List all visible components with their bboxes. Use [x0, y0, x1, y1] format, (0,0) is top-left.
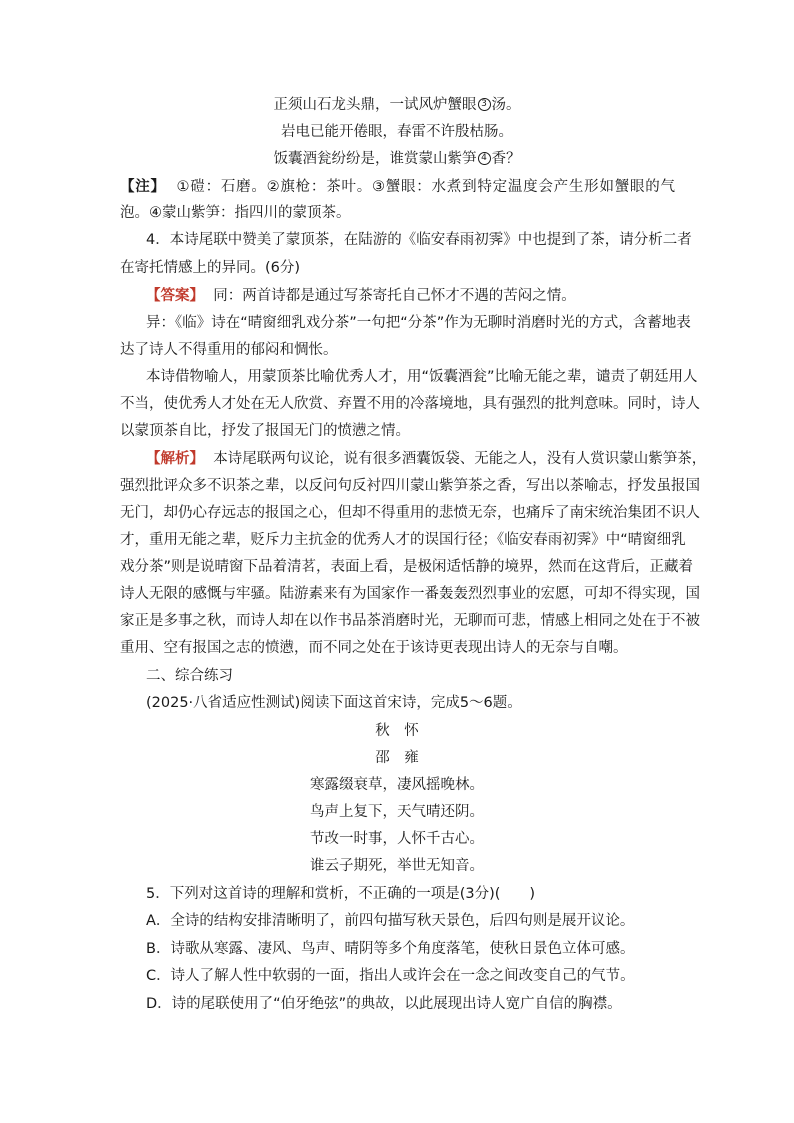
note-label: 【注】	[120, 179, 166, 195]
analysis-label: 【解析】	[146, 451, 204, 467]
answer-paragraph	[146, 367, 698, 387]
note-text: 泡。④蒙山紫笋：指四川的蒙顶茶。	[120, 205, 351, 221]
poem-text: 饭囊酒瓮纷纷是，谁赏蒙山紫笋	[273, 151, 477, 167]
option-text: C．诗人了解人性中软弱的一面，指出人或许会在一念之间改变自己的气节。	[146, 968, 635, 984]
analysis-text: 戏分茶”则是说晴窗下品着清茗，表面上看，是极闲适恬静的境界，然而在这背后，正藏着	[120, 559, 694, 575]
footnote-number: 4	[478, 152, 491, 165]
answer-text: 同：两首诗都是通过写茶寄托自己怀才不遇的苦闷之情。	[213, 288, 576, 304]
poem-line	[0, 802, 794, 822]
option-a[interactable]	[146, 911, 634, 931]
answer-label: 【答案】	[146, 288, 204, 304]
answer-text: 不当，使优秀人才处在无人欣赏、弃置不用的冷落境地，具有强烈的批判意味。同时，诗人	[120, 396, 700, 412]
answer-text: 异：《临》诗在“晴窗细乳戏分茶”一句把“分茶”作为无聊时消磨时光的方式，含蓄地表	[146, 315, 691, 331]
section-intro	[146, 693, 522, 713]
analysis-text: 强烈批评众多不识茶之辈，以反问句反衬四川蒙山紫笋茶之香，写出以茶喻志，抒发虽报国	[120, 478, 700, 494]
answer-paragraph	[120, 394, 700, 414]
poem-text: 节改一时事，人怀千古心。	[310, 831, 484, 847]
answer-text: 达了诗人不得重用的郁闷和惆怅。	[120, 342, 338, 358]
option-text: B．诗歌从寒露、凄风、鸟声、晴阴等多个角度落笔，使秋日景色立体可感。	[146, 941, 635, 957]
poem-text: 正须山石龙头鼎，一试风炉蟹眼	[273, 97, 477, 113]
poem-author	[0, 748, 794, 768]
analysis-paragraph	[120, 530, 686, 550]
answer-paragraph	[120, 421, 410, 441]
answer-text: 以蒙顶茶自比，抒发了报国无门的愤懑之情。	[120, 423, 410, 439]
poem-text: 汤。	[491, 97, 521, 113]
note-text: ①磑：石磨。②旗枪：茶叶。③蟹眼：水煮到特定温度会产生形如蟹眼的气	[176, 179, 676, 195]
note-paragraph	[120, 177, 675, 197]
analysis-paragraph	[146, 449, 707, 469]
option-c[interactable]	[146, 966, 635, 986]
question-text: 5．下列对这首诗的理解和赏析，不正确的一项是(3分)( )	[146, 886, 536, 902]
answer-text: 本诗借物喻人，用蒙顶茶比喻优秀人才，用“饭囊酒瓮”比喻无能之辈，谴责了朝廷用人	[146, 369, 698, 385]
analysis-text: 无门，却仍心存远志的报国之心，但却不得重用的悲愤无奈，也痛斥了南宋统治集团不识人	[120, 505, 700, 521]
poem-line	[0, 149, 794, 169]
option-text: A．全诗的结构安排清晰明了，前四句描写秋天景色，后四句则是展开议论。	[146, 913, 635, 929]
note-paragraph	[120, 203, 351, 223]
question-4	[146, 230, 692, 250]
poem-line	[0, 775, 794, 795]
analysis-text: 家正是多事之秋，而诗人却在以作书品茶消磨时光，无聊而可悲，情感上相同之处在于不被	[120, 613, 700, 629]
option-b[interactable]	[146, 939, 634, 959]
poem-line	[0, 122, 794, 142]
footnote-number: 3	[478, 98, 491, 111]
section-heading-text: 二、综合练习	[146, 668, 233, 684]
analysis-text: 重用、空有报国之志的愤懑，而不同之处在于该诗更表现出诗人的无奈与自嘲。	[120, 640, 628, 656]
question-text: 在寄托情感上的异同。(6分)	[120, 260, 301, 276]
question-5	[146, 884, 535, 904]
poem-text: 香？	[491, 151, 521, 167]
poem-line	[0, 95, 794, 115]
analysis-paragraph	[120, 584, 700, 604]
analysis-text: 本诗尾联两句议论，说有很多酒囊饭袋、无能之人，没有人赏识蒙山紫笋茶，	[213, 451, 707, 467]
section-intro-text: (2025·八省适应性测试)阅读下面这首宋诗，完成5～6题。	[146, 695, 522, 711]
analysis-paragraph	[120, 503, 700, 523]
poem-author-text: 邵 雍	[375, 750, 419, 766]
question-4	[120, 258, 300, 278]
question-text: 4．本诗尾联中赞美了蒙顶茶，在陆游的《临安春雨初霁》中也提到了茶，请分析二者	[146, 232, 692, 248]
poem-text: 鸟声上复下，天气晴还阴。	[310, 804, 484, 820]
option-d[interactable]	[146, 994, 622, 1014]
analysis-paragraph	[120, 557, 694, 577]
analysis-paragraph	[120, 638, 628, 658]
answer-tong	[146, 286, 576, 306]
answer-yi	[120, 340, 338, 360]
poem-text: 谁云子期死，举世无知音。	[310, 858, 484, 874]
answer-yi	[146, 313, 691, 333]
poem-line	[0, 829, 794, 849]
poem-title	[0, 721, 794, 741]
analysis-text: 才，重用无能之辈，贬斥力主抗金的优秀人才的误国行径；《临安春雨初霁》中“晴窗细乳	[120, 532, 686, 548]
analysis-text: 诗人无限的感慨与牢骚。陆游素来有为国家作一番轰轰烈烈事业的宏愿，可却不得实现，国	[120, 586, 700, 602]
poem-text: 寒露缀衰草，凄风摇晚林。	[310, 777, 484, 793]
analysis-paragraph	[120, 476, 700, 496]
analysis-paragraph	[120, 611, 700, 631]
poem-title-text: 秋 怀	[375, 723, 419, 739]
poem-text: 岩电已能开倦眼，春雷不许殷枯肠。	[281, 124, 513, 140]
section-heading	[146, 666, 233, 686]
poem-line	[0, 856, 794, 876]
option-text: D．诗的尾联使用了“伯牙绝弦”的典故，以此展现出诗人宽广自信的胸襟。	[146, 996, 622, 1012]
